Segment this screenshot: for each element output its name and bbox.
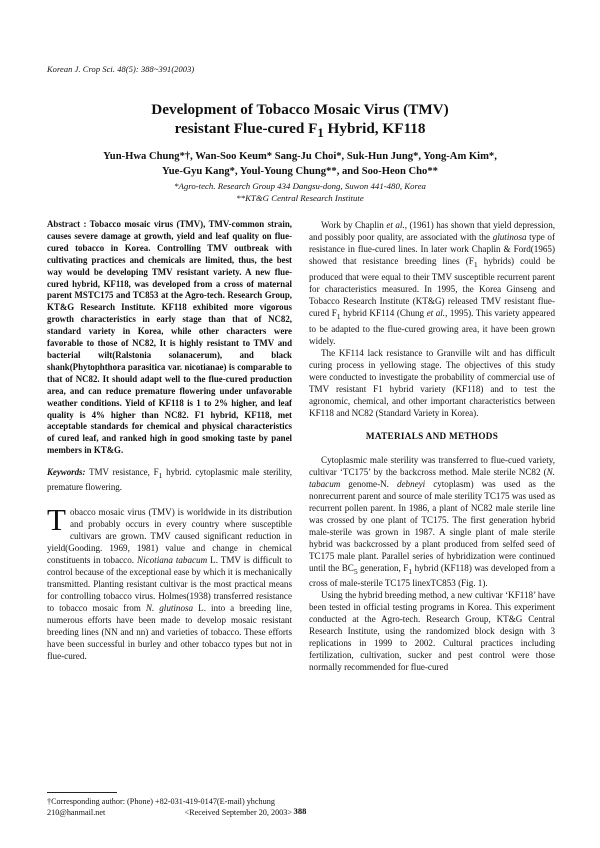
- section-heading: MATERIALS AND METHODS: [365, 430, 499, 441]
- title-line-2: [40, 119, 560, 143]
- affiliation-2: **KT&G Central Research Institute: [236, 192, 364, 203]
- authors-line-1: Yun-Hwa Chung*†, Wan-Soo Keum* Sang-Ju Choi*, Suk-Hun Jung*, Yong-Am Kim*,: [103, 151, 497, 162]
- footnote-email-tail: 210@hanmail.net: [47, 808, 106, 817]
- abstract-label: Abstract :: [47, 219, 90, 229]
- title-line-1: Development of Tobacco Mosaic Virus (TMV): [151, 101, 449, 118]
- journal-reference: Korean J. Crop Sci. 48(5): 388~391(2003): [47, 65, 195, 74]
- p3-text-a: Cytoplasmic male sterility was transferred to flue-cued variety, cultivar ‘TC175’ by the backcross method. Male sterile NC82 (: [309, 454, 555, 477]
- authors-line-2: Yue-Gyu Kang*, Youl-Young Chung**, and Soo-Heon Cho**: [162, 165, 438, 177]
- page-number: 388: [293, 806, 307, 816]
- p1-italic-1: et al.: [386, 220, 405, 230]
- drop-cap: T: [47, 501, 66, 537]
- p1-text-b: , (1961) has shown that yield depression, and possibly poor quality, are associated with the: [309, 220, 556, 242]
- affiliations: [50, 181, 550, 204]
- p3-text-b: genome-N.: [340, 478, 397, 489]
- p3-subscript-1: 5: [353, 566, 358, 576]
- p1-text-f: , 1995). This variety appeared to be adapted to the flue-cured growing area, it have been grown widely.: [309, 307, 556, 346]
- intro-text-3: L. into a breeding line, numerous efforts have been made to develop mosaic resistant breeding lines (NN and nn) and varieties of tobacco. These efforts have been successful in burley and other tobacco types but not in flue-cured.: [47, 602, 292, 661]
- keywords: [47, 467, 292, 494]
- received-date: <Received September 20, 2003>: [184, 808, 292, 817]
- p1-text-d: hybrids) could be produced that were equal to their TMV susceptible recurrent parent for characteristics measured. In 1995, the Korea Ginseng and Tobacco Research Institute (KT&G) released TMV resistant flue-cured F: [309, 256, 556, 318]
- intro-text-1: obacco mosaic virus (TMV) is worldwide in its distribution and probably occurs in every country where susceptible cultivars are grown. TMV caused significant reduction in yield(Gooding. 1969, 1981) value and change in chemical constituents in tobacco.: [47, 506, 292, 565]
- title-subscript: 1: [317, 126, 324, 141]
- p1-italic-3: et al.: [426, 307, 446, 318]
- p1-text-a: Work by Chaplin: [321, 220, 387, 230]
- keywords-label: Keywords:: [47, 467, 86, 478]
- body-paragraph-4: Using the hybrid breeding method, a new cultivar ‘KF118’ have been tested in official testing programs in Korea. This experiment conducted at the Agro-tech. Research Group, KT&G Central Research Institute, using the randomized block design with 3 replications in 1999 to 2002. Cultural practices including fertilization, cultivation, sucker and pest control were those normally recommended for flue-cured: [309, 590, 555, 673]
- author-list: [50, 150, 550, 179]
- title-line-2-text: resistant Flue-cured F: [174, 120, 318, 137]
- p3-subscript-2: 1: [408, 566, 413, 576]
- p1-text-e: hybrid KF114 (Chung: [340, 307, 427, 318]
- intro-species-2: N. glutinosa: [145, 602, 194, 613]
- intro-species-1: Nicotiana tabacum: [137, 554, 208, 565]
- body-paragraph-2: The KF114 lack resistance to Granville wilt and has difficult curing process in yellowing stage. The objectives of this study were conducted to investigate the probability of commercial use of TMV resistant F1 hybrid variety (KF118) and to test the agronomic, chemical, and other important characteristics between KF118 and NC82 (Standard Variety in Korea).: [309, 347, 555, 418]
- p1-text-c: type of resistance in flue-cured lines. In later work Chaplin & Ford(1965) showed that resistance breeding lines (F: [309, 232, 555, 266]
- left-column: [47, 219, 292, 662]
- p1-italic-2: glutinosa: [492, 232, 527, 242]
- keywords-text-tail: hybrid. cytoplasmic male sterility, premature flowering.: [47, 467, 293, 492]
- footnote-rule: [47, 792, 117, 793]
- body-paragraph-3: [309, 454, 555, 590]
- abstract: [47, 219, 292, 457]
- title-line-2-tail: Hybrid, KF118: [323, 120, 426, 137]
- abstract-text: Tobacco mosaic virus (TMV), TMV-common strain, causes severe damage at growth, yield and leaf quality on flue-cured tobacco in Korea. Controlling TMV outbreak with cultivating practices and chemicals are limited, thus, the best way would be developing TMV resistant variety. A new flue-cured hybrid, KF118, was developed from a cross of maternal parent MSTC175 and TC853 at the Agro-tech. Research Group, KT&G Research Institute. KF118 exhibited more vigorous growth characteristics in early stage than that of NC82, standard variety in Korea, while other characters were favorable to those of NC82, It is highly resistant to TMV and bacterial wilt(Ralstonia solanacerum), and black shank(Phytophthora parasitica var. nicotianae) is comparable to that of NC82. It should adapt well to the flue-cured production area, and can reduce premature flowering under unfavorable weather conditions. Yield of KF118 is 1 to 2% higher, and leaf quality is 4% higher than NC82. F1 hybrid, KF118, met acceptable standards for chemical and physical characteristics of cured leaf, and ranked high in good smoking taste by panel members in KT&G.: [47, 219, 292, 456]
- p3-italic-1: N. tabacum: [309, 466, 555, 489]
- p1-subscript-2: 1: [336, 311, 341, 321]
- keywords-text: TMV resistance, F: [85, 467, 159, 478]
- p3-italic-2: debneyi: [396, 478, 426, 489]
- p3-text-e: hybrid (KF118) was developed from a cross of male-sterile TC175 linexTC853 (Fig. 1).: [309, 562, 555, 589]
- footnote-line-1: †Corresponding author: (Phone) +82-031-419-0147(E-mail) yhchung: [47, 797, 275, 806]
- right-column: [309, 219, 555, 673]
- p3-text-d: generation, F: [357, 562, 409, 573]
- affiliation-1: *Agro-tech. Research Group 434 Dangsu-dong, Suwon 441-480, Korea: [174, 181, 426, 191]
- body-paragraph-1: [309, 219, 555, 347]
- keywords-subscript: 1: [158, 470, 163, 480]
- p3-text-c: cytoplasm) was used as the nonrecurrent parent and source of male sterility TC175 was used as recurrent pollen parent. In 1986, a plant of NC82 male sterile line was crossed by one plant of TC175. The first generation hybrid male-sterile was grown in 1987. A single plant of male sterile hybrid was backcrossed by a plant produced from selfed seed of TC175 male plant. Parallel series of hybridization were continued until the BC: [309, 478, 555, 573]
- introduction-paragraph: [47, 501, 293, 662]
- intro-text-2: L. TMV is difficult to control because of the exceptional ease by which it is mechanically transmitted. Planting resistant cultivar is the most practical means for controlling tobacco virus. Holmes(1938) transferred resistance to tobacco mosaic from: [47, 554, 293, 613]
- p1-subscript-1: 1: [473, 259, 478, 269]
- paper-title: [40, 100, 560, 143]
